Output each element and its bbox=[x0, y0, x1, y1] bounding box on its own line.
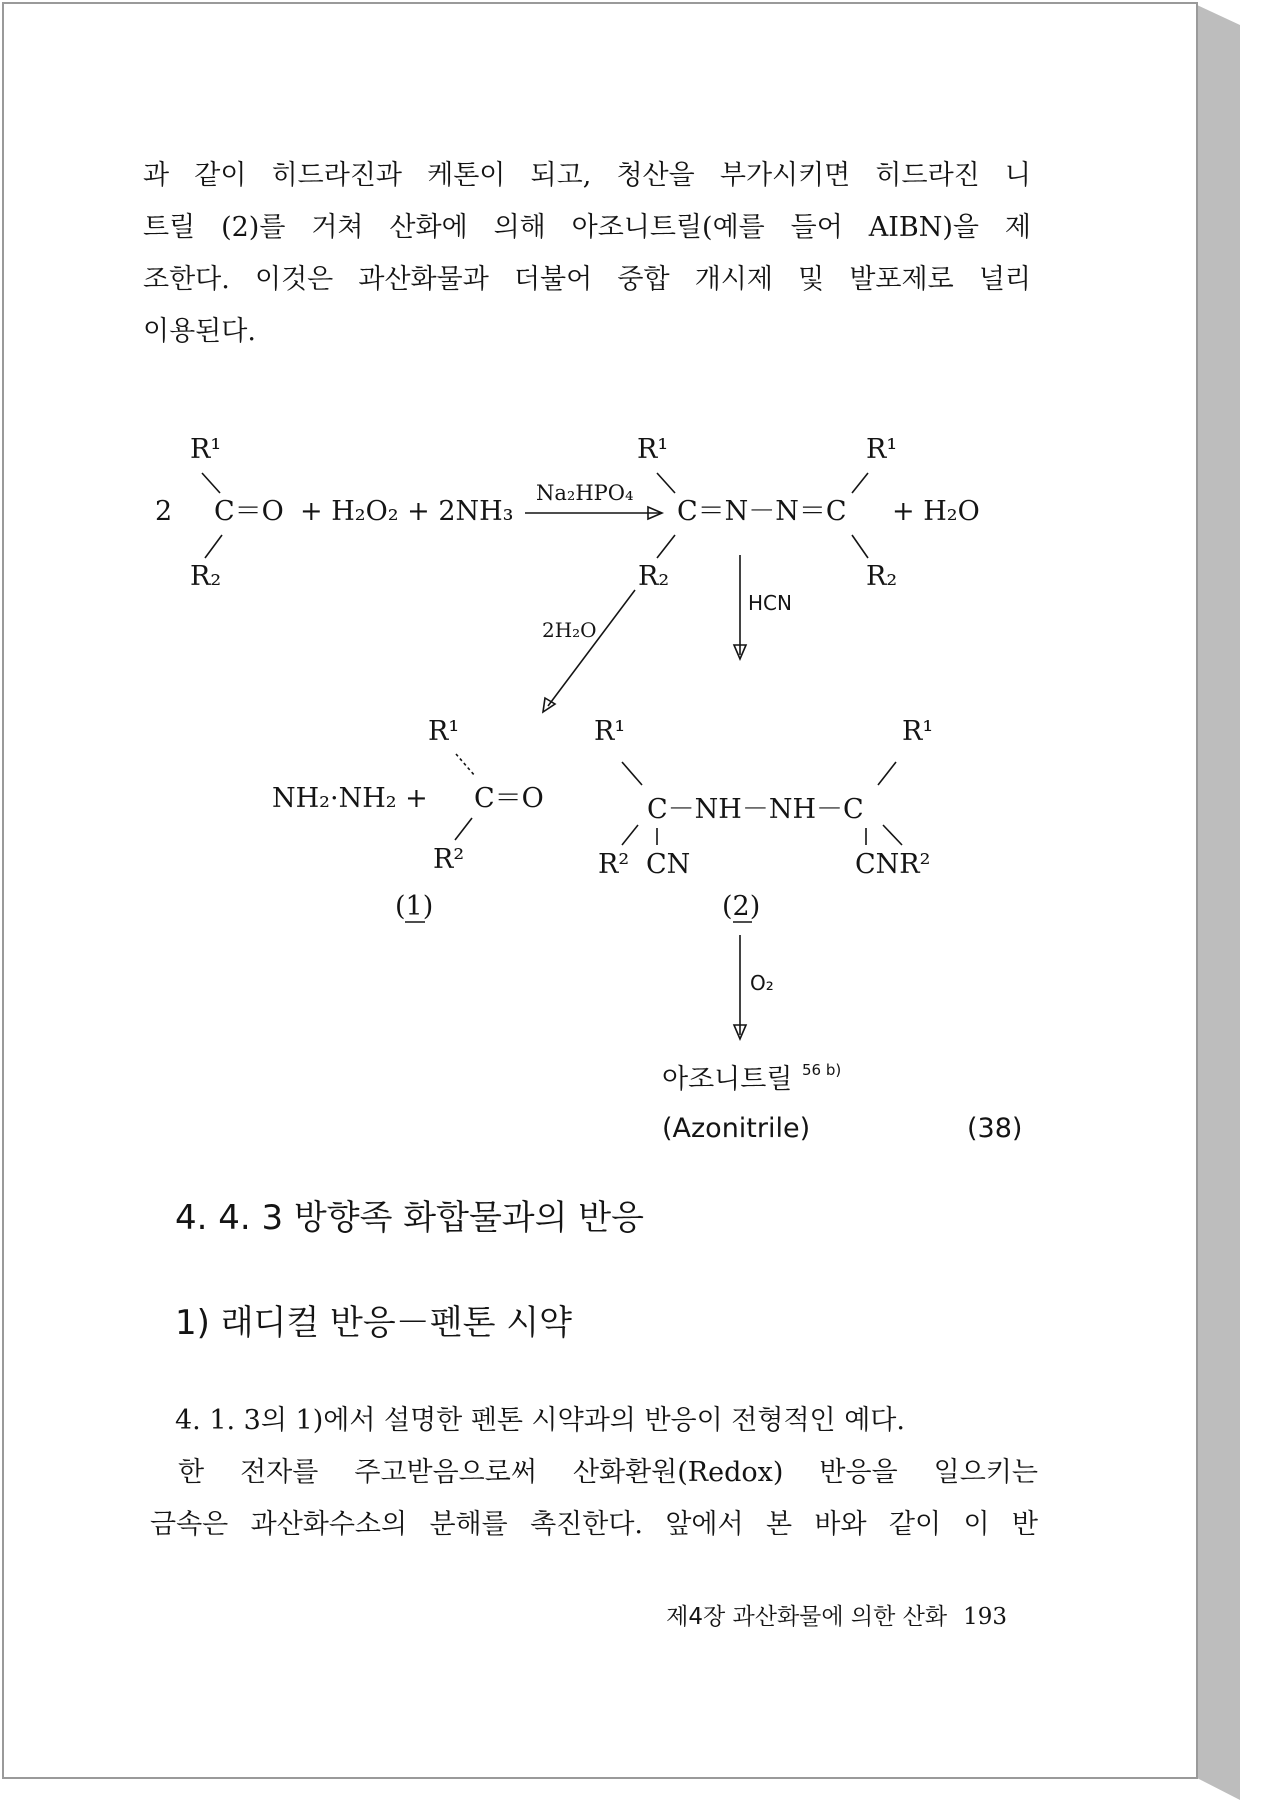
ketone-r1: R¹ bbox=[190, 434, 222, 465]
hydrazine: NH₂·NH₂ + bbox=[272, 783, 428, 814]
reagents: + H₂O₂ + 2NH₃ bbox=[300, 496, 514, 527]
compound-1-label: (1) bbox=[395, 891, 434, 922]
water-label: 2H₂O bbox=[542, 618, 597, 642]
text-line: 금속은 과산화수소의 분해를 촉진한다. 앞에서 본 바와 같이 이 반 bbox=[150, 1509, 1038, 1540]
page-footer bbox=[666, 1598, 1007, 1631]
hcn-label: HCN bbox=[748, 591, 792, 615]
text-line: 조한다. 이것은 과산화물과 더불어 중합 개시제 및 발포제로 널리 bbox=[143, 264, 1031, 295]
compound-2-label: (2) bbox=[722, 891, 761, 922]
section-heading: 4. 4. 3 방향족 화합물과의 반응 bbox=[175, 1198, 644, 1238]
ketone-r2: R₂ bbox=[190, 561, 222, 592]
hydrazo: C－NH－NH－C bbox=[647, 794, 864, 825]
text-line: 한 전자를 주고받음으로써 산화환원(Redox) 반응을 일으키는 bbox=[178, 1457, 1038, 1488]
text-line: 과 같이 히드라진과 케톤이 되고, 청산을 부가시키면 히드라진 니 bbox=[143, 160, 1031, 191]
azine-r2-left: R₂ bbox=[638, 561, 670, 592]
ketone2: C＝O bbox=[474, 783, 544, 814]
text-line: 이용된다. bbox=[143, 316, 256, 347]
ketone2-r2: R² bbox=[433, 844, 465, 875]
water-product: + H₂O bbox=[892, 496, 980, 527]
hydrazo-r2-left: R² bbox=[598, 849, 630, 880]
azine-r1-left: R¹ bbox=[637, 434, 669, 465]
ketone: C＝O bbox=[214, 496, 284, 527]
hydrazo-cnr-right: CNR² bbox=[855, 849, 931, 880]
azine-r1-right: R¹ bbox=[866, 434, 898, 465]
hydrazo-cn-left: CN bbox=[646, 849, 691, 880]
o2-label: O₂ bbox=[750, 971, 774, 995]
ketone2-r1: R¹ bbox=[428, 716, 460, 747]
product-reference: 56 b) bbox=[802, 1061, 842, 1079]
hydrazo-r1-left: R¹ bbox=[594, 716, 626, 747]
paragraph-2: 4. 1. 3의 1)에서 설명한 펜톤 시약과의 반응이 전형적인 예다. bbox=[175, 1405, 905, 1436]
product-korean: 아조니트릴 bbox=[662, 1064, 793, 1095]
coefficient: 2 bbox=[155, 496, 173, 527]
footer-chapter: 제4장 과산화물에 의한 산화 bbox=[666, 1604, 948, 1630]
hydrazo-r1-right: R¹ bbox=[902, 716, 934, 747]
product-english: (Azonitrile) bbox=[662, 1113, 811, 1144]
text-line: 트릴 (2)를 거쳐 산화에 의해 아조니트릴(예를 들어 AIBN)을 제 bbox=[143, 212, 1031, 243]
azine-r2-right: R₂ bbox=[866, 561, 898, 592]
catalyst: Na₂HPO₄ bbox=[536, 481, 634, 505]
paragraph-3 bbox=[150, 1447, 1038, 1551]
equation-number: (38) bbox=[967, 1113, 1023, 1144]
azine: C＝N－N＝C bbox=[677, 496, 847, 527]
subsection-heading: 1) 래디컬 반응－펜톤 시약 bbox=[175, 1303, 572, 1343]
page-number: 193 bbox=[963, 1604, 1007, 1630]
